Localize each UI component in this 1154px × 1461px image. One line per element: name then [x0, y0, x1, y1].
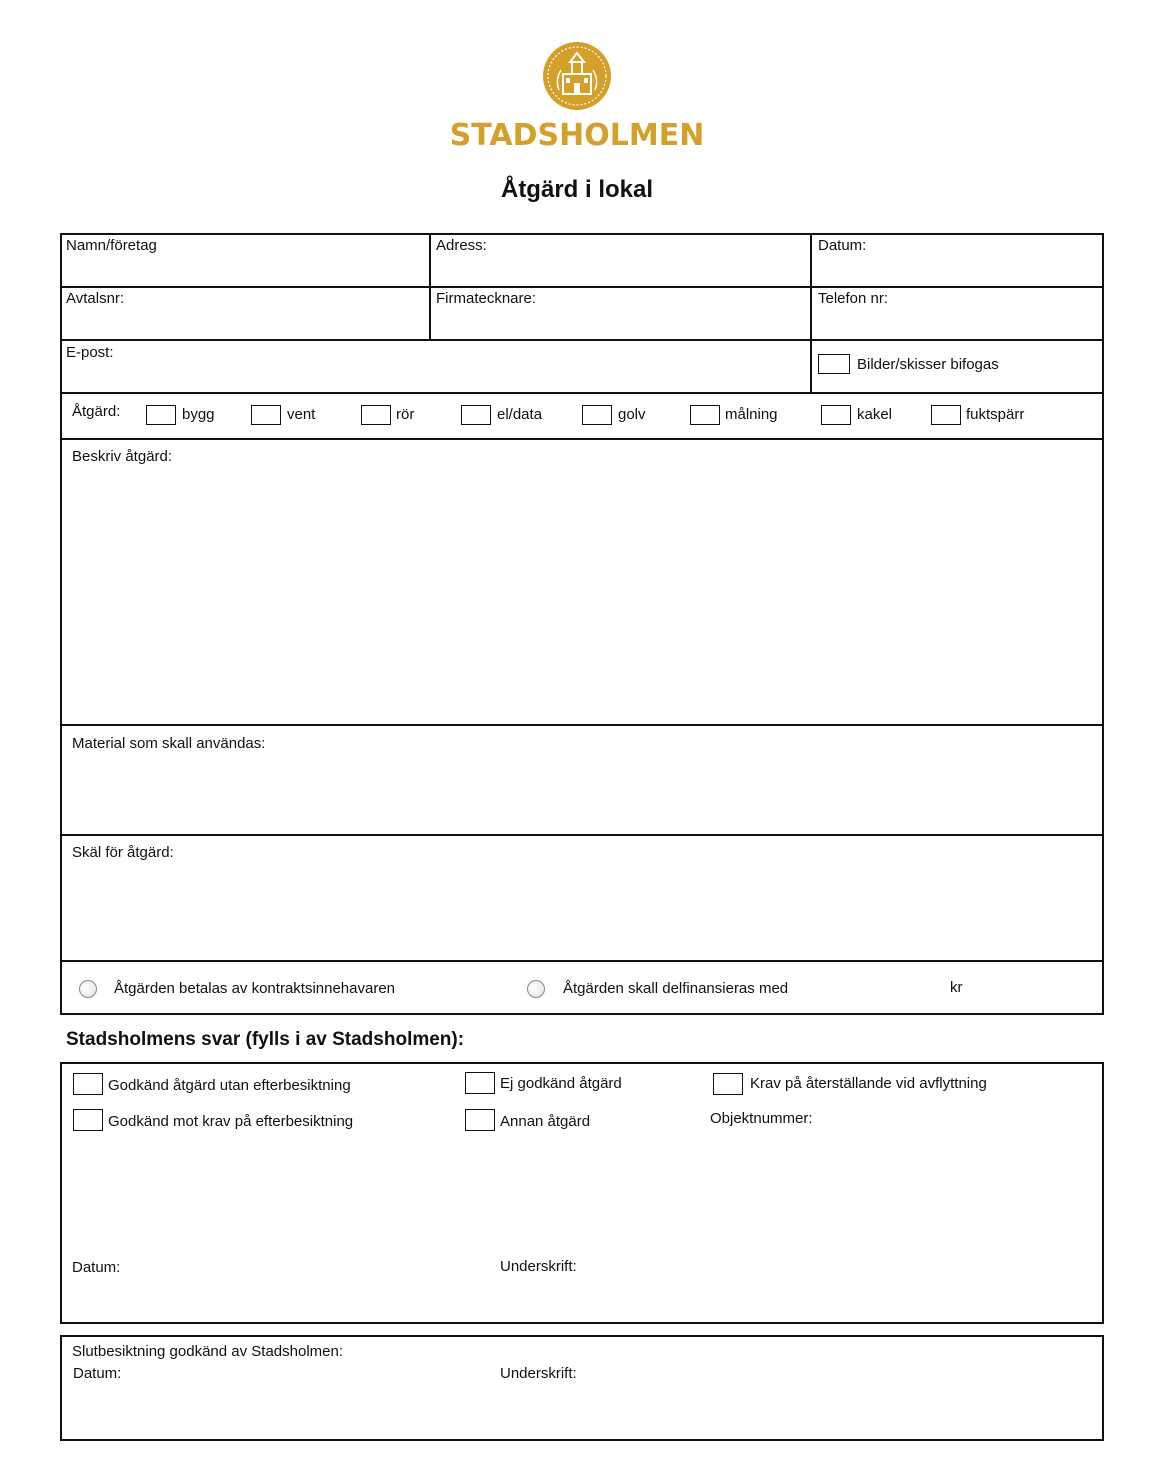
action-checkbox-malning[interactable] — [690, 405, 720, 425]
action-option-bygg: bygg — [182, 406, 215, 423]
action-checkbox-kakel[interactable] — [821, 405, 851, 425]
signatory-field[interactable]: Firmatecknare: — [436, 290, 537, 307]
currency-unit: kr — [950, 979, 963, 996]
attachments-checkbox[interactable] — [818, 354, 850, 374]
final-date-field[interactable]: Datum: — [73, 1365, 122, 1382]
response-date-field[interactable]: Datum: — [72, 1259, 121, 1276]
name-company-field[interactable]: Namn/företag — [66, 237, 157, 254]
applicant-form — [60, 233, 1104, 1015]
attachments-label: Bilder/skisser bifogas — [857, 356, 999, 373]
city-seal-icon — [541, 40, 613, 112]
response-form — [60, 1062, 1104, 1324]
logo — [0, 40, 1154, 153]
payment-option-tenant: Åtgärden betalas av kontraktsinnehavaren — [114, 980, 396, 997]
phone-field[interactable]: Telefon nr: — [818, 290, 889, 307]
action-option-golv: golv — [618, 406, 646, 423]
reason-area[interactable]: Skäl för åtgärd: — [72, 844, 174, 861]
other-action-label: Annan åtgärd — [500, 1113, 591, 1130]
final-signature-field[interactable]: Underskrift: — [500, 1365, 577, 1382]
date-field[interactable]: Datum: — [818, 237, 867, 254]
email-field[interactable]: E-post: — [66, 344, 114, 361]
response-signature-field[interactable]: Underskrift: — [500, 1258, 577, 1275]
action-option-ror: rör — [396, 406, 415, 423]
not-approved-label: Ej godkänd åtgärd — [500, 1075, 622, 1092]
action-checkbox-golv[interactable] — [582, 405, 612, 425]
approved-without-inspection-checkbox[interactable] — [73, 1073, 103, 1095]
action-type-label: Åtgärd: — [72, 403, 121, 420]
object-number-field[interactable]: Objektnummer: — [710, 1110, 813, 1127]
describe-action-area[interactable]: Beskriv åtgärd: — [72, 448, 173, 465]
payment-option-partial: Åtgärden skall delfinansieras med — [563, 980, 789, 997]
action-checkbox-ror[interactable] — [361, 405, 391, 425]
contract-number-field[interactable]: Avtalsnr: — [66, 290, 125, 307]
approved-with-inspection-label: Godkänd mot krav på efterbesiktning — [108, 1113, 354, 1130]
action-checkbox-eldata[interactable] — [461, 405, 491, 425]
other-action-checkbox[interactable] — [465, 1109, 495, 1131]
restoration-requirement-label: Krav på återställande vid avflyttning — [750, 1075, 987, 1092]
action-option-eldata: el/data — [497, 406, 543, 423]
final-inspection-heading: Slutbesiktning godkänd av Stadsholmen: — [72, 1343, 344, 1360]
approved-with-inspection-checkbox[interactable] — [73, 1109, 103, 1131]
payment-radio-tenant[interactable] — [79, 980, 97, 998]
action-checkbox-vent[interactable] — [251, 405, 281, 425]
action-option-vent: vent — [287, 406, 316, 423]
action-option-malning: målning — [725, 406, 778, 423]
action-checkbox-fuktsparr[interactable] — [931, 405, 961, 425]
response-heading: Stadsholmens svar (fylls i av Stadsholmen): — [66, 1029, 465, 1050]
not-approved-checkbox[interactable] — [465, 1072, 495, 1094]
materials-area[interactable]: Material som skall användas: — [72, 735, 266, 752]
restoration-requirement-checkbox[interactable] — [713, 1073, 743, 1095]
action-option-fuktsparr: fuktspärr — [966, 406, 1025, 423]
approved-without-inspection-label: Godkänd åtgärd utan efterbesiktning — [108, 1077, 351, 1094]
page-title: Åtgärd i lokal — [500, 176, 654, 203]
action-option-kakel: kakel — [857, 406, 893, 423]
payment-radio-partial[interactable] — [527, 980, 545, 998]
brand-name: STADSHOLMEN — [449, 118, 705, 153]
action-checkbox-bygg[interactable] — [146, 405, 176, 425]
address-field[interactable]: Adress: — [436, 237, 487, 254]
